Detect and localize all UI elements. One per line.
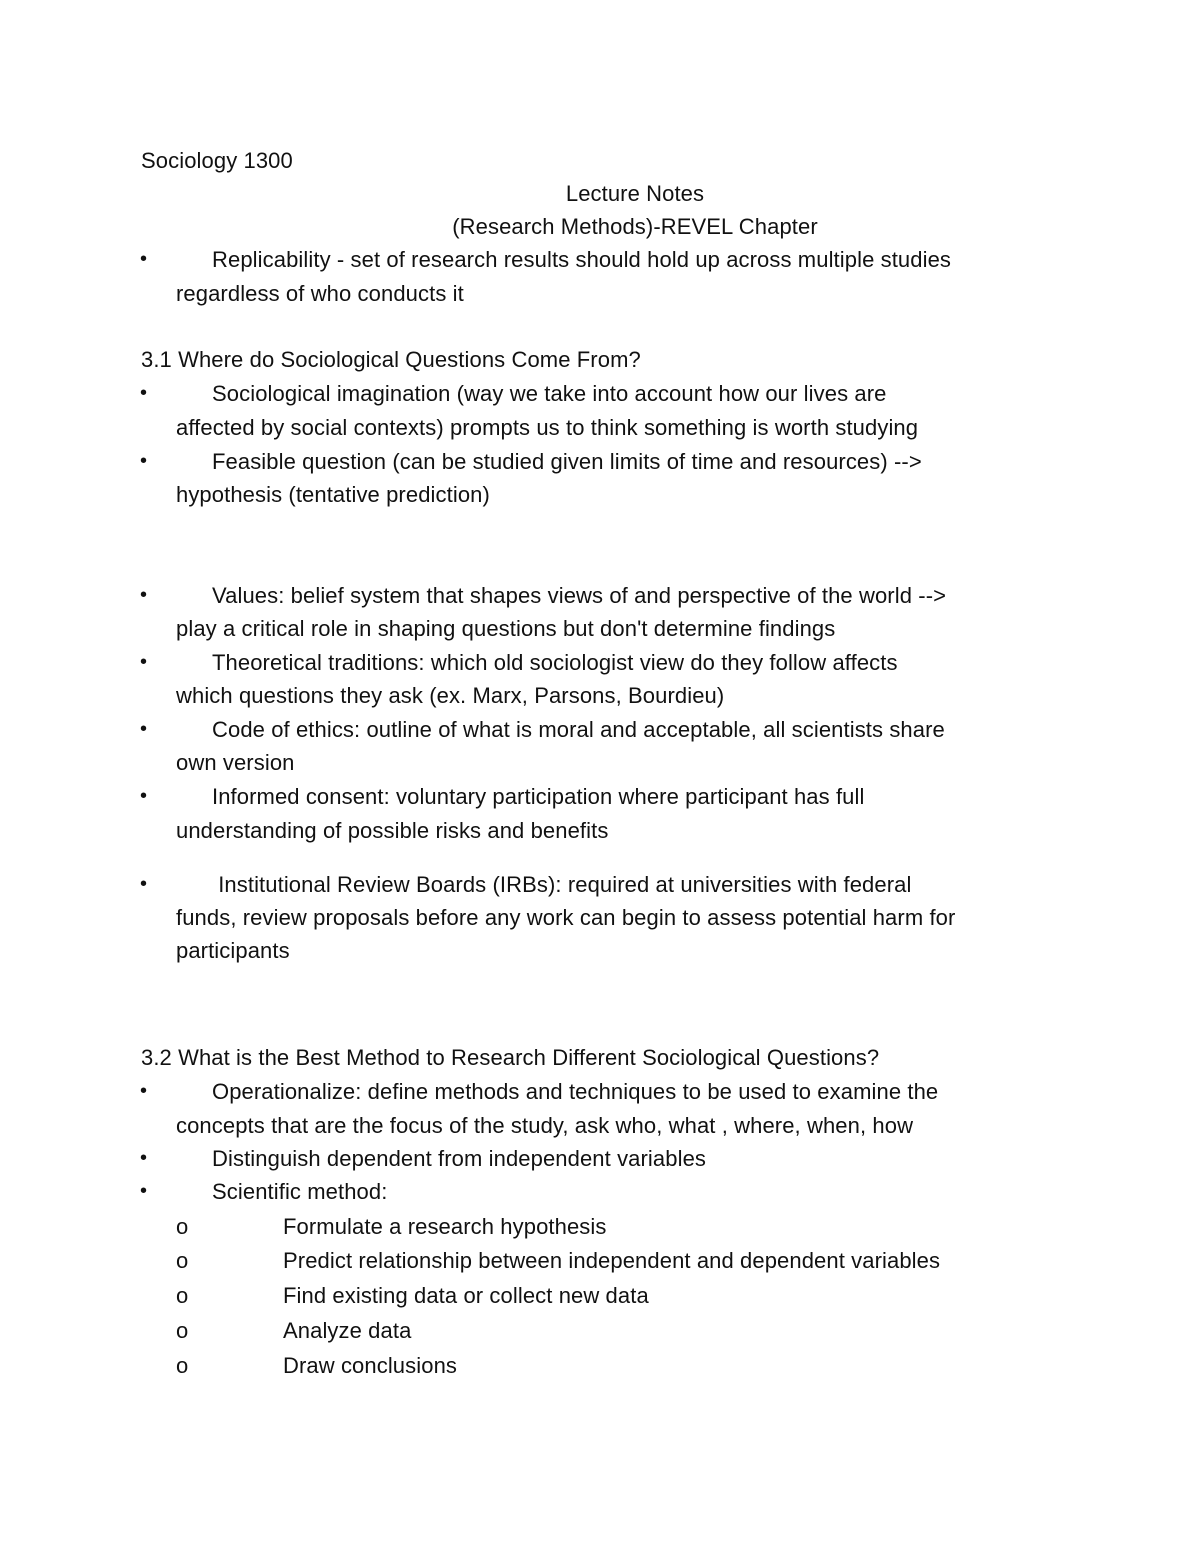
course-title: Sociology 1300	[141, 148, 293, 173]
sub-list-item: Draw conclusions	[283, 1353, 458, 1378]
circle-bullet-icon: o	[176, 1318, 189, 1343]
section-heading: 3.1 Where do Sociological Questions Come From?	[141, 347, 641, 372]
bullet-icon: •	[140, 248, 148, 270]
list-item-line: Theoretical traditions: which old sociologist view do they follow affects	[212, 650, 898, 675]
list-item-line: hypothesis (tentative prediction)	[176, 482, 490, 507]
bullet-icon: •	[140, 450, 148, 472]
list-item-line: Scientific method:	[212, 1179, 388, 1204]
list-item-line: affected by social contexts) prompts us to think something is worth studying	[176, 415, 919, 440]
bullet-icon: •	[140, 1147, 148, 1169]
list-item-line: Sociological imagination (way we take into account how our lives are	[212, 381, 887, 406]
circle-bullet-icon: o	[176, 1214, 189, 1239]
document-title: Lecture Notes	[565, 181, 705, 206]
circle-bullet-icon: o	[176, 1283, 189, 1308]
section-heading: 3.2 What is the Best Method to Research Different Sociological Questions?	[141, 1045, 880, 1070]
list-item-line: Informed consent: voluntary participation where participant has full	[212, 784, 865, 809]
list-item-line: funds, review proposals before any work can begin to assess potential harm for	[176, 905, 956, 930]
bullet-icon: •	[140, 382, 148, 404]
document-subtitle: (Research Methods)-REVEL Chapter	[452, 214, 818, 239]
list-item-line: Feasible question (can be studied given limits of time and resources) -->	[212, 449, 922, 474]
bullet-icon: •	[140, 651, 148, 673]
sub-list-item: Find existing data or collect new data	[283, 1283, 649, 1308]
list-item-line: Distinguish dependent from independent variables	[212, 1146, 707, 1171]
list-item-line: which questions they ask (ex. Marx, Parsons, Bourdieu)	[176, 683, 725, 708]
bullet-icon: •	[140, 584, 148, 606]
list-item-line: Institutional Review Boards (IRBs): required at universities with federal	[212, 872, 912, 897]
list-item-line: Operationalize: define methods and techniques to be used to examine the	[212, 1079, 939, 1104]
list-item-line: participants	[176, 938, 290, 963]
bullet-icon: •	[140, 785, 148, 807]
list-item-line: understanding of possible risks and benefits	[176, 818, 609, 843]
list-item-line: own version	[176, 750, 295, 775]
bullet-icon: •	[140, 873, 148, 895]
list-item-line: regardless of who conducts it	[176, 281, 464, 306]
sub-list-item: Analyze data	[283, 1318, 412, 1343]
list-item-line: concepts that are the focus of the study, ask who, what , where, when, how	[176, 1113, 914, 1138]
bullet-icon: •	[140, 1180, 148, 1202]
list-item-line: Replicability - set of research results should hold up across multiple studies	[212, 247, 952, 272]
sub-list-item: Predict relationship between independent and dependent variables	[283, 1248, 941, 1273]
list-item-line: play a critical role in shaping questions but don't determine findings	[176, 616, 836, 641]
circle-bullet-icon: o	[176, 1353, 189, 1378]
sub-list-item: Formulate a research hypothesis	[283, 1214, 607, 1239]
bullet-icon: •	[140, 1080, 148, 1102]
list-item-line: Values: belief system that shapes views of and perspective of the world -->	[212, 583, 947, 608]
list-item-line: Code of ethics: outline of what is moral and acceptable, all scientists share	[212, 717, 945, 742]
bullet-icon: •	[140, 718, 148, 740]
circle-bullet-icon: o	[176, 1248, 189, 1273]
